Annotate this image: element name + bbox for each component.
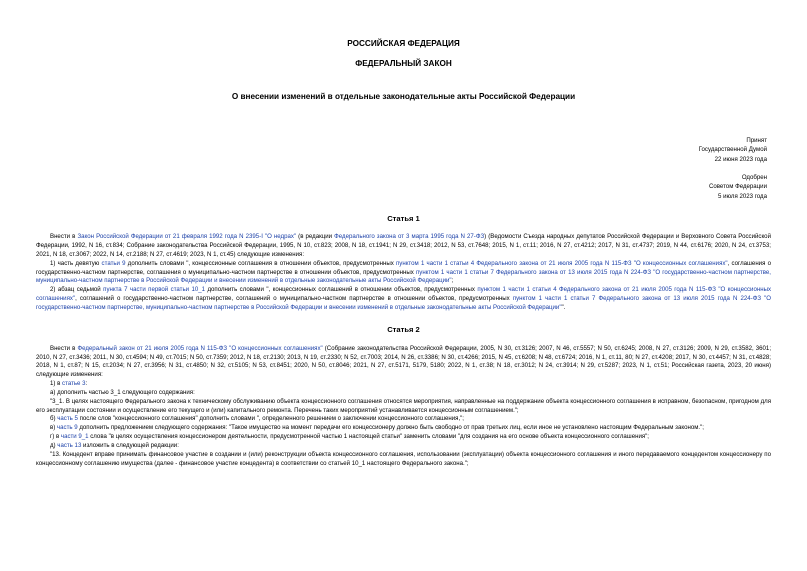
article-2-item-v: [36, 424, 771, 433]
article-2-quote-13: "13. Концедент вправе принимать финансовое участие в создании и (или) реконструкции объекта концессионного соглашения, использовании (эксплуатации) объекта концессионного соглашения и иного передаваемого концедентом концессионеру по концессионному соглашению имущества (далее - финансовое участие концедента) в соответствии со статьей 10_1 настоящего Федерального закона.";: [36, 450, 771, 467]
article-2-item-a: а) дополнить частью 3_1 следующего содержания:: [50, 388, 195, 396]
article-2-heading: Статья 2: [387, 324, 420, 334]
text-run: после слов "концессионного соглашения" дополнить словами ", определенного решением о заключении концессионного соглашения,";: [77, 415, 465, 423]
country-heading: РОССИЙСКАЯ ФЕДЕРАЦИЯ: [347, 39, 460, 48]
text-run: дополнить словами ", концессионные соглашения в отношении объектов, предусмотренных: [125, 259, 396, 267]
law-link-nedra[interactable]: Закон Российской Федерации от 21 февраля 1992 года N 2395-I "О недрах": [77, 233, 297, 241]
link-article-10-1[interactable]: пункта 7 части первой статьи 10_1: [103, 286, 206, 294]
text-run: (Собрание законодательства Российской Федерации, 2005, N 30, ст.3126; 2007, N 46, ст.5557; N 50, ст.6245; 2008, N 27, ст.3126; 2009, N 29, ст.3582, 3601; 2010, N 27, ст.3436; 2011, N 30, ст.4594; N 49, ст.7015; N 50, ст.7359; 2012, N 18, ст.2130; 2013, N 19, ст.2330; N 52, ст.7003; 2014, N 26, ст.3386; N 30, ст.4266; 2015, N 45, ст.6208; N 48, ст.6724; 2016, N 1, ст.11, 80; N 27, ст.4208; 2017, N 30, ст.4457; N 31, ст.4828; 2018, N 1, ст.87; N 15, ст.2034; N 27, ст.3956; N 31, ст.4850; N 32, ст.5105; N 53, ст.8451; 2020, N 50, ст.8046; 2021, N 27, ст.5171, 5179, 5180; 2022, N 1, ст.38; N 18, ст.3012; N 24, ст.3914; N 29, ст.5287; 2023, N 1, ст.51; Российская газета, 2023, 20 июня) следующие изменения:: [36, 344, 772, 379]
text-run: слова "в целях осуществления концессионером деятельности, предусмотренной частью 1 настоящей статьи" заменить словами "для создания на его основе объекта концессионного соглашения";: [88, 433, 650, 441]
text-run: 1) часть девятую: [50, 259, 102, 267]
text-run: , соглашений о государственно-частном партнерстве, соглашений о муниципально-частном партнерстве в отношении объектов, предусмотренных: [75, 295, 513, 303]
text-run: :: [85, 380, 88, 388]
doc-type-heading: ФЕДЕРАЛЬНЫЙ ЗАКОН: [355, 58, 452, 68]
law-title: О внесении изменений в отдельные законодательные акты Российской Федерации: [231, 91, 576, 101]
text-run: Внести в: [50, 233, 78, 241]
article-2-item-g: [36, 433, 771, 442]
text-run: (в редакции: [296, 233, 335, 241]
text-run: ) (Ведомости Съезда народных депутатов Российской Федерации и Верховного Совета Российской Федерации, 1992, N 16, ст.834; Собрание законодательства Российской Федерации, 1995, N 10, ст.823; 2008, N 18, ст.1941; N 29, ст.3418; 2012, N 53, ст.7648; 2015, N 1, ст.11; 2016, N 27, ст.4212; 2017, N 31, ст.4737; 2019, N 44, ст.6176; 2020, N 24, ст.3753; 2021, N 18, ст.3067; 2022, N 14, ст.2188; N 27, ст.4619; 2023, N 1, ст.45) следующие изменения:: [36, 233, 771, 258]
link-224fz-p2[interactable]: пунктом 1 части 1 статьи 7 Федерального закона от 13 июля 2015 года N 224-ФЗ "О государственно-частном партнерстве, муниципально-частном партнерстве в Российской Федерации и внесении изменений в отдельные законодательные акты Российской Федерации": [36, 295, 771, 311]
text-run: дополнить словами ", концессионных соглашений в отношении объектов, предусмотренных: [205, 286, 478, 294]
text-run: 1) в: [50, 380, 63, 388]
link-115fz-p1[interactable]: пунктом 1 части 1 статьи 4 Федерального закона от 21 июля 2005 года N 115-ФЗ "О концессионных соглашениях": [395, 259, 728, 267]
approved-label: Одобрен: [741, 173, 767, 181]
acceptance-block: [36, 136, 767, 202]
link-part-13[interactable]: часть 13: [57, 441, 82, 449]
text-run: 2) абзац седьмой: [50, 286, 104, 294]
text-run: в): [50, 424, 57, 432]
law-link-115fz[interactable]: Федеральный закон от 21 июля 2005 года N 115-ФЗ "О концессионных соглашениях": [77, 344, 323, 352]
text-run: д): [50, 441, 58, 449]
text-run: ".: [561, 303, 566, 311]
accepted-label: Принят: [746, 136, 767, 144]
article-2-item-d: [36, 442, 771, 451]
article-1-heading: Статья 1: [387, 214, 420, 224]
accepted-by: Государственной Думой: [698, 146, 767, 154]
link-224fz-p1[interactable]: пунктом 1 части 1 статьи 7 Федерального закона от 13 июля 2015 года N 224-ФЗ "О государственно-частном партнерстве, муниципально-частном партнерстве в Российской Федерации и внесении изменений в отдельные законодательные акты Российской Федерации": [36, 268, 771, 285]
approved-by: Советом Федерации: [708, 183, 767, 191]
approved-date: 5 июля 2023 года: [717, 192, 767, 200]
article-2-item-1: [36, 380, 771, 389]
article-2-paragraph-1: [36, 345, 771, 380]
text-run: , соглашения о государственно-частном партнерстве, соглашения о муниципально-частном партнерстве в отношении объектов, предусмотренных: [36, 259, 771, 276]
text-run: ;: [451, 277, 454, 285]
article-1-paragraph-2: [36, 260, 771, 286]
link-part-5[interactable]: часть 5: [57, 415, 78, 423]
text-run: Внести в: [50, 344, 78, 352]
link-part-9-1[interactable]: части 9_1: [60, 433, 89, 441]
text-run: г) в: [50, 433, 61, 441]
link-part-9[interactable]: часть 9: [56, 424, 78, 432]
article-1-paragraph-1: [36, 233, 771, 259]
text-run: дополнить предложением следующего содержания: "Такое имущество на момент передачи его концессионеру должно быть свободно от прав третьих лиц, если иное не установлено настоящим Федеральным законом.";: [77, 424, 704, 432]
law-link-27fz[interactable]: Федерального закона от 3 марта 1995 года N 27-ФЗ: [334, 233, 485, 241]
article-2-quote-3-1: "3_1. В целях настоящего Федерального закона к техническому обслуживанию объекта концессионного соглашения относятся мероприятия, направленные на поддержание объекта концессионного соглашения в исправном, безопасном, пригодном для его эксплуатации состоянии и осуществление его текущего и (или) капитального ремонта. Перечень таких мероприятий устанавливается концессионным соглашением.";: [36, 397, 771, 414]
article-1-paragraph-3: [36, 286, 771, 312]
link-article-9[interactable]: статьи 9: [101, 259, 126, 267]
accepted-date: 22 июня 2023 года: [714, 155, 767, 163]
link-article-3[interactable]: статье 3: [62, 380, 86, 388]
text-run: изложить в следующей редакции:: [81, 441, 179, 449]
text-run: б): [50, 415, 58, 423]
article-2-item-b: [36, 415, 771, 424]
link-115fz-p2[interactable]: пунктом 1 части 1 статьи 4 Федерального закона от 21 июля 2005 года N 115-ФЗ "О концессионных соглашениях": [36, 286, 771, 303]
